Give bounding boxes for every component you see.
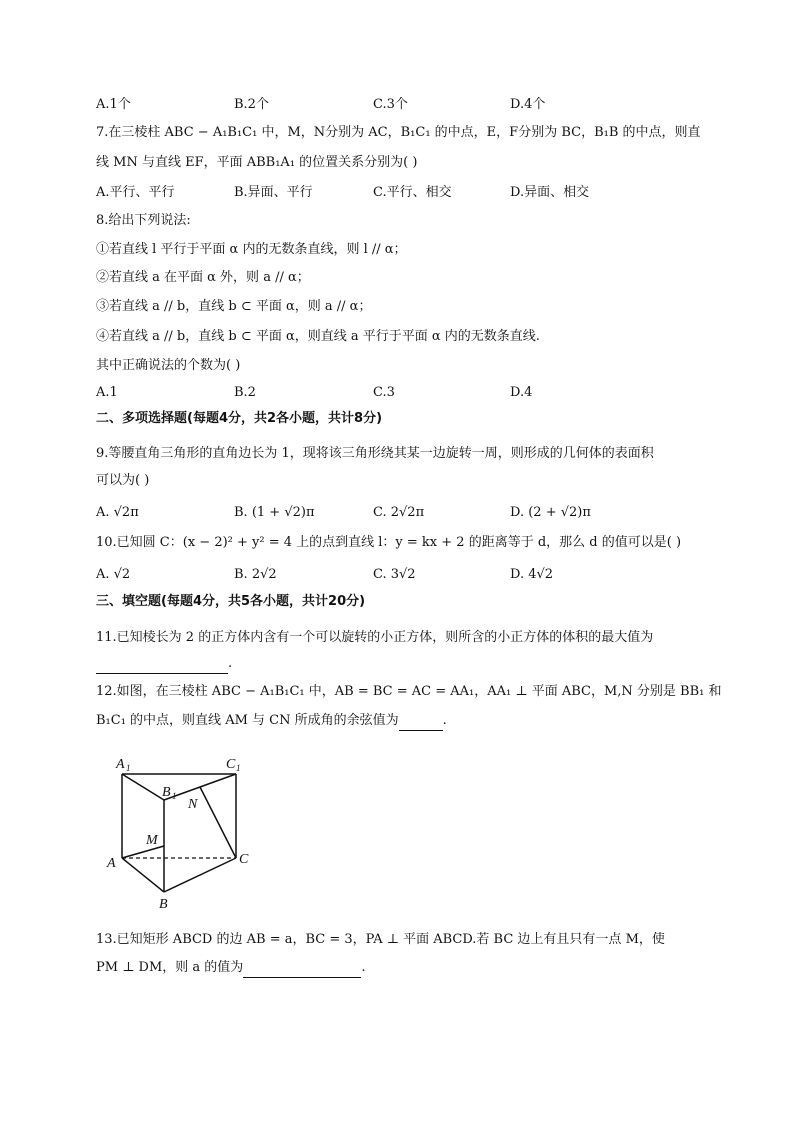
label-c1-sub: 1 [236, 763, 241, 773]
q13-line2-wrap [96, 958, 365, 978]
q13-period: . [361, 960, 366, 975]
q8-intro: 8.给出下列说法: [96, 213, 191, 228]
q7-line1: 7.在三棱柱 ABC − A₁B₁C₁ 中，M，N分别为 AC，B₁C₁ 的中点，E，F分别为 BC，B₁B 的中点，则直 [96, 125, 701, 140]
q13-answer-blank[interactable] [243, 963, 361, 978]
q10-line1: 10.已知圆 C：(x − 2)² + y² = 4 上的点到直线 l：y = kx + 2 的距离等于 d，那么 d 的值可以是( ) [96, 535, 682, 550]
q9-line2: 可以为( ) [96, 473, 150, 488]
q6-option-d: D.4个 [510, 97, 546, 112]
q10-option-b: B. 2√2 [234, 567, 277, 582]
q7-option-d: D.异面、相交 [510, 185, 590, 200]
q8-option-d: D.4 [510, 385, 533, 400]
q8-item-1: ①若直线 l 平行于平面 α 内的无数条直线，则 l // α； [96, 242, 407, 257]
q8-item-2: ②若直线 a 在平面 α 外，则 a // α； [96, 270, 310, 285]
q8-option-c: C.3 [373, 385, 395, 400]
label-a1: A [116, 757, 125, 772]
label-a1-sub: 1 [126, 763, 131, 773]
q12-answer-blank[interactable] [399, 716, 443, 731]
edge-a1b1 [122, 774, 164, 800]
q6-option-a: A.1个 [96, 97, 131, 112]
q8-question: 其中正确说法的个数为( ) [96, 358, 241, 373]
q10-option-a: A. √2 [96, 567, 131, 582]
q8-option-b: B.2 [234, 385, 256, 400]
q10-option-d: D. 4√2 [510, 567, 554, 582]
segment-cn [200, 787, 236, 858]
q9-option-b: B. (1 + √2)π [234, 505, 315, 520]
q8-item-3: ③若直线 a // b，直线 b ⊂ 平面 α，则 a // α； [96, 299, 372, 314]
q12-line2-wrap [96, 711, 447, 731]
q11-answer-blank[interactable] [96, 659, 228, 674]
q11-line1: 11.已知棱长为 2 的正方体内含有一个可以旋转的小正方体，则所含的小正方体的体积的最大值为 [96, 630, 654, 645]
segment-am [122, 846, 164, 858]
q12-period: . [442, 713, 447, 728]
q8-item-4: ④若直线 a // b，直线 b ⊂ 平面 α，则直线 a 平行于平面 α 内的无数条直线. [96, 329, 540, 344]
label-c: C [239, 852, 249, 867]
q13-line2: PM ⊥ DM，则 a 的值为 [96, 960, 244, 975]
q9-option-c: C. 2√2π [373, 505, 425, 520]
q7-option-c: C.平行、相交 [373, 185, 452, 200]
q7-options [96, 183, 716, 203]
q6-option-c: C.3个 [373, 97, 408, 112]
q9-option-d: D. (2 + √2)π [510, 505, 591, 520]
q12-line1: 12.如图，在三棱柱 ABC − A₁B₁C₁ 中，AB = BC = AC = AA₁，AA₁ ⊥ 平面 ABC，M,N 分别是 BB₁ 和 [96, 684, 722, 699]
q9-line1: 9.等腰直角三角形的直角边长为 1，现将该三角形绕其某一边旋转一周，则形成的几何体的表面积 [96, 446, 654, 461]
q9-option-a: A. √2π [96, 505, 139, 520]
q9-options [96, 503, 716, 523]
q11-answer-line [96, 654, 232, 674]
q7-line2: 线 MN 与直线 EF，平面 ABB₁A₁ 的位置关系分别为( ) [96, 155, 418, 170]
label-a: A [107, 856, 116, 871]
label-b1-sub: 1 [172, 791, 177, 801]
q10-option-c: C. 3√2 [373, 567, 416, 582]
label-n: N [188, 797, 198, 812]
q11-period: . [228, 656, 233, 671]
q8-option-a: A.1 [96, 385, 118, 400]
label-c1: C [226, 757, 236, 772]
q13-line1: 13.已知矩形 ABCD 的边 AB = a，BC = 3，PA ⊥ 平面 ABCD.若 BC 边上有且只有一点 M，使 [96, 932, 665, 947]
label-m: M [146, 833, 158, 848]
edge-ab [122, 858, 164, 892]
label-b1: B [162, 785, 171, 800]
q10-options [96, 565, 716, 585]
section-2-heading: 二、多项选择题(每题4分，共2各小题，共计8分) [96, 411, 383, 426]
q8-options [96, 383, 716, 403]
prism-figure [96, 752, 266, 912]
q6-option-b: B.2个 [234, 97, 269, 112]
section-3-heading: 三、填空题(每题4分，共5各小题，共计20分) [96, 594, 366, 609]
q7-option-b: B.异面、平行 [234, 185, 313, 200]
edge-bc [164, 858, 236, 892]
q6-options [96, 95, 716, 115]
q12-line2: B₁C₁ 的中点，则直线 AM 与 CN 所成角的余弦值为 [96, 713, 399, 728]
label-b: B [159, 897, 168, 912]
q7-option-a: A.平行、平行 [96, 185, 175, 200]
